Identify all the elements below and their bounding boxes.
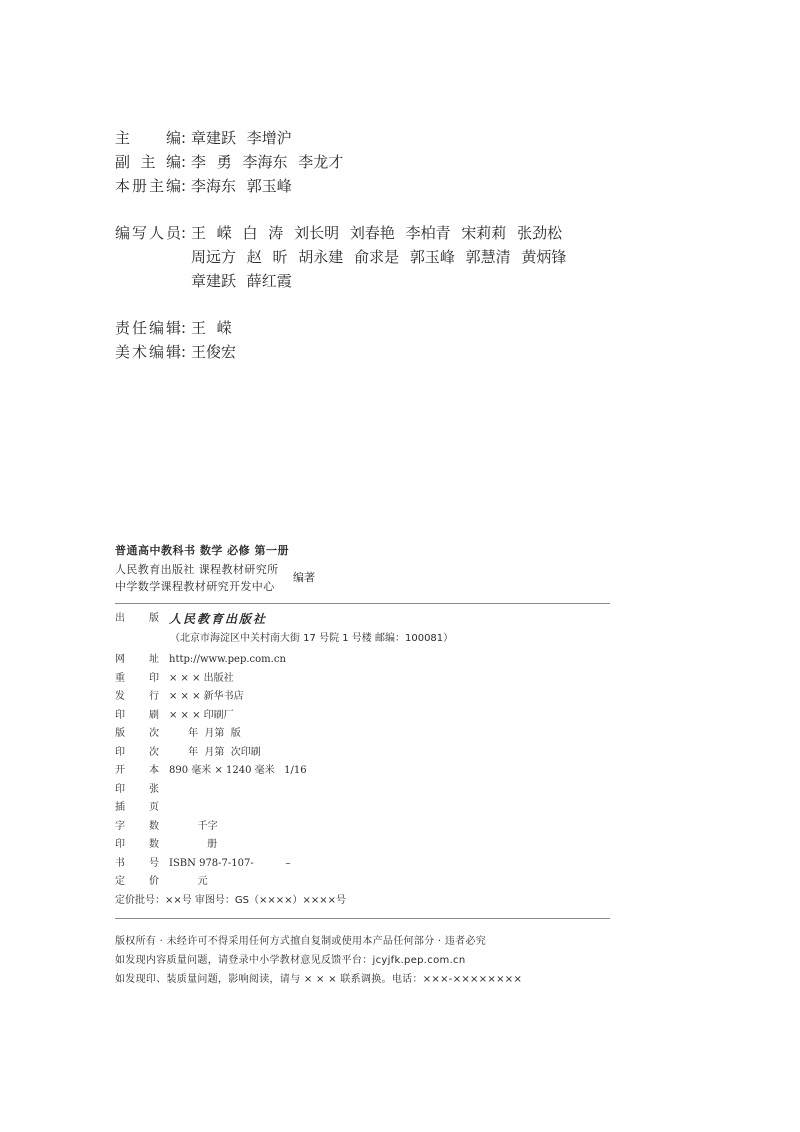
imprint-value: 册	[169, 839, 218, 850]
imprint-row	[115, 653, 286, 667]
imprint-value: 年 月第 次印刷	[169, 746, 261, 758]
imprint-value: 890 毫米 × 1240 毫米 1/16	[169, 765, 307, 776]
imprint-row	[115, 820, 218, 834]
writers-line-1: 王 嵘 白 涛 刘长明 刘春艳 李柏青 宋莉莉 张劲松	[191, 224, 563, 242]
imprint-row	[115, 746, 261, 760]
credit-names: 王 嵘	[191, 319, 232, 337]
credit-names: 章建跃 李增沪	[191, 129, 292, 147]
credit-art-editor: 美术编辑 : 王俊宏	[115, 343, 237, 361]
imprint-key: 重印	[115, 672, 159, 684]
imprint-row	[115, 709, 234, 723]
imprint-value: 元	[169, 876, 208, 887]
imprint-row	[115, 690, 244, 704]
imprint-row	[115, 857, 291, 871]
imprint-row	[115, 672, 234, 686]
publisher-line-2: 中学数学课程教材研究开发中心	[115, 580, 275, 593]
writers-line-2: 周远方 赵 昕 胡永建 俞求是 郭玉峰 郭慧清 黄炳锋	[191, 248, 567, 266]
approval-text: 定价批号：××号 审图号：GS（××××）××××号	[115, 895, 347, 906]
writers-line-3: 章建跃 薛红霞	[191, 272, 292, 290]
publisher-logo: 人民教育出版社	[169, 612, 268, 626]
imprint-address-row	[170, 632, 453, 646]
imprint-key: 印数	[115, 839, 159, 850]
imprint-value: × × × 出版社	[169, 672, 234, 684]
imprint-key: 书号	[115, 857, 159, 869]
imprint-row	[115, 838, 217, 852]
imprint-key: 印张	[115, 783, 159, 795]
imprint-key: 印刷	[115, 709, 159, 721]
publisher-address: （北京市海淀区中关村南大街 17 号院 1 号楼 邮编：100081）	[170, 633, 454, 644]
credit-label: 美术编辑	[115, 343, 181, 361]
imprint-publisher-row	[115, 612, 267, 626]
writers-line-2-row	[191, 250, 566, 265]
imprint-value: 千字	[169, 820, 218, 832]
content-feedback-notice: 如发现内容质量问题，请登录中小学教材意见反馈平台：jcyjfk.pep.com.cn	[115, 955, 466, 966]
imprint-row	[115, 727, 241, 741]
imprint-key: 字数	[115, 820, 159, 832]
credit-names: 李海东 郭玉峰	[191, 177, 292, 195]
imprint-key: 印次	[115, 746, 159, 758]
imprint-row	[115, 875, 208, 889]
credit-volume-editor: 本册主编 : 李海东 郭玉峰	[115, 177, 292, 195]
credit-names: 王俊宏	[191, 343, 237, 361]
print-quality-notice: 如发现印、装质量问题，影响阅读，请与 × × × 联系调换。电话：×××-××××××××	[115, 974, 523, 985]
imprint-value: × × × 印刷厂	[169, 709, 234, 721]
imprint-key: 定价	[115, 876, 159, 887]
credit-deputy-chief-editor: 副主编 : 李 勇 李海东 李龙才	[115, 153, 344, 171]
imprint-value: × × × 新华书店	[169, 691, 244, 702]
imprint-row	[115, 801, 169, 815]
imprint-key: 版次	[115, 728, 159, 739]
imprint-key: 出版	[115, 613, 159, 624]
imprint-approval-row	[115, 894, 346, 908]
credit-label: 责任编辑	[115, 319, 181, 337]
publisher-line-1: 人民教育出版社 课程教材研究所	[115, 563, 279, 576]
imprint-key: 插页	[115, 802, 159, 813]
imprint-key: 网址	[115, 654, 159, 665]
imprint-key: 发行	[115, 691, 159, 702]
credit-chief-editor: 主编 : 章建跃 李增沪	[115, 129, 292, 147]
writers-line-3-row	[191, 274, 292, 289]
copyright-notice: 版权所有 · 未经许可不得采用任何方式擅自复制或使用本产品任何部分 · 违者必究	[115, 936, 487, 947]
imprint-row	[115, 764, 307, 778]
imprint-value: http://www.pep.com.cn	[169, 654, 286, 665]
bianzhu-label: 编著	[293, 571, 315, 584]
divider-top	[115, 603, 610, 604]
book-title: 普通高中教科书 数学 必修 第一册	[115, 544, 289, 557]
imprint-key: 开本	[115, 765, 159, 776]
credit-label: 副主编	[115, 153, 181, 171]
credit-names: 李 勇 李海东 李龙才	[191, 153, 344, 171]
imprint-row	[115, 783, 169, 797]
credit-label: 编写人员	[115, 224, 181, 242]
credit-label: 主编	[115, 129, 181, 147]
credit-writers: 编写人员 : 王 嵘 白 涛 刘长明 刘春艳 李柏青 宋莉莉 张劲松	[115, 224, 563, 242]
imprint-value: ISBN 978-7-107- –	[169, 857, 291, 869]
imprint-value: 年 月第 版	[169, 728, 241, 739]
divider-bottom	[115, 918, 610, 919]
credit-responsible-editor: 责任编辑 : 王 嵘	[115, 319, 232, 337]
credit-label: 本册主编	[115, 177, 181, 195]
